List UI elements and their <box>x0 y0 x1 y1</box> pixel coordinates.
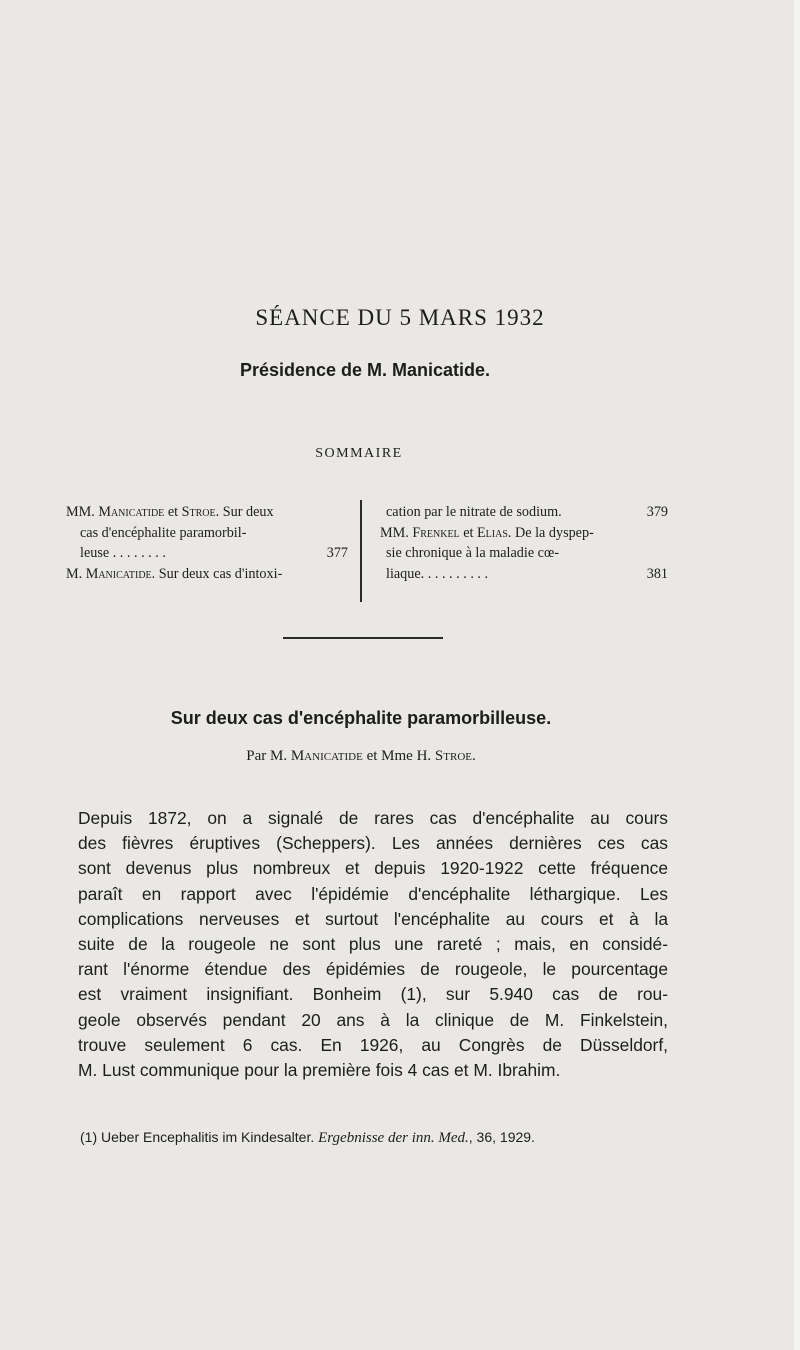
sommaire-right-column <box>380 502 668 584</box>
sommaire-left-line-4: M. Manicatide. Sur deux cas d'intoxi- <box>66 565 283 582</box>
presidence-line: Présidence de M. Manicatide. <box>239 360 491 380</box>
body-line: M. Lust communique pour la première fois 4 cas et M. Ibrahim. <box>78 1059 561 1080</box>
body-line: Depuis 1872, on a signalé de rares cas d'encéphalite au cours <box>78 808 668 828</box>
body-line: geole observés pendant 20 ans à la clinique de M. Finkelstein, <box>78 1009 668 1030</box>
section-rule <box>283 637 443 639</box>
sommaire-right-line-3: sie chronique à la maladie cœ- <box>386 545 559 561</box>
sommaire-right-line-4: liaque. . . . . . . . . . 381 <box>380 564 668 585</box>
page-number: 377 <box>326 545 348 561</box>
body-line: paraît en rapport avec l'épidémie d'encéphalite léthargique. Les <box>78 883 668 904</box>
body-line: est vraiment insignifiant. Bonheim (1), sur 5.940 cas de rou- <box>78 984 668 1005</box>
article-body <box>78 806 668 1083</box>
sommaire-right-line-1: cation par le nitrate de sodium. 379 <box>380 502 668 523</box>
page-number: 379 <box>646 504 668 520</box>
sommaire-title: SOMMAIRE <box>315 446 403 461</box>
body-line: suite de la rougeole ne sont plus une rareté ; mais, en considé- <box>78 933 668 954</box>
session-heading: SÉANCE DU 5 MARS 1932 <box>255 305 545 330</box>
body-line: sont devenus plus nombreux et depuis 1920-1922 cette fréquence <box>78 858 668 879</box>
body-line: trouve seulement 6 cas. En 1926, au Congrès de Düsseldorf, <box>78 1034 668 1055</box>
page-number: 381 <box>646 565 668 582</box>
body-line: rant l'énorme étendue des épidémies de rougeole, le pourcentage <box>78 959 668 980</box>
body-line: complications nerveuses et surtout l'encéphalite au cours et à la <box>78 908 668 929</box>
sommaire-left-line-2: cas d'encéphalite paramorbil- <box>80 524 247 541</box>
page-edge <box>794 0 800 1350</box>
article-title: Sur deux cas d'encéphalite paramorbilleuse. <box>170 708 552 728</box>
sommaire-left-line-1: MM. Manicatide et Stroe. Sur deux <box>66 504 274 520</box>
sommaire-left-column <box>66 502 348 584</box>
article-byline: Par M. Manicatide et Mme H. Stroe. <box>246 748 476 764</box>
body-line: des fièvres éruptives (Scheppers). Les années dernières ces cas <box>78 833 668 854</box>
sommaire-left-line-3: leuse . . . . . . . . 377 <box>66 543 348 564</box>
sommaire-right-line-2: MM. Frenkel et Elias. De la dyspep- <box>380 524 594 541</box>
footnote: (1) Ueber Encephalitis im Kindesalter. Ergebnisse der inn. Med., 36, 1929. <box>80 1129 535 1146</box>
column-divider <box>360 500 362 602</box>
